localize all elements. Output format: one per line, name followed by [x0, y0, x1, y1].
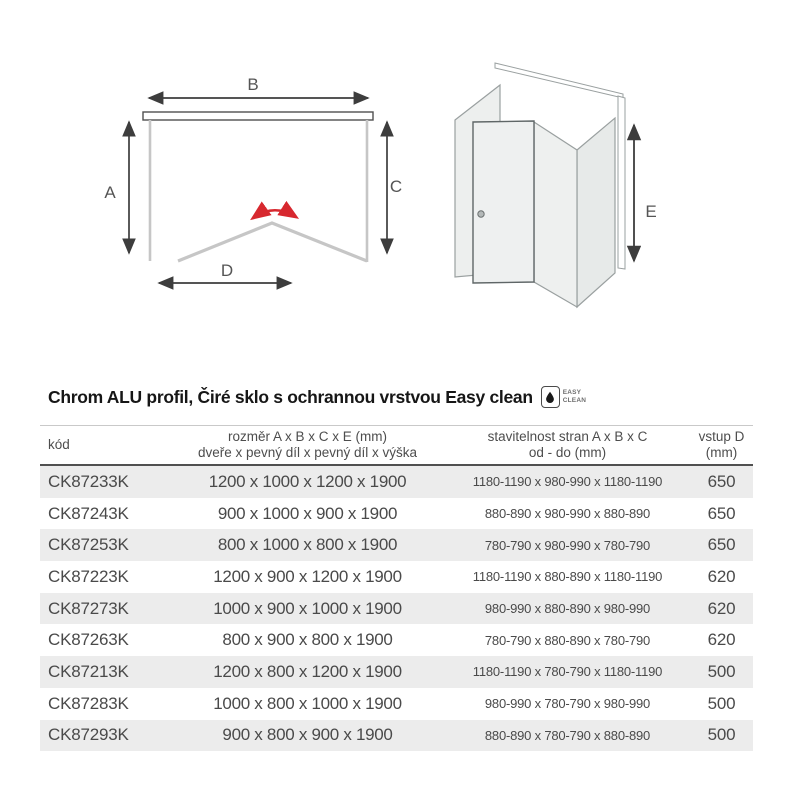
easy-clean-badge	[541, 386, 586, 408]
table-row	[40, 688, 753, 720]
cell-entry: 620	[707, 630, 736, 650]
table-body	[40, 466, 753, 751]
cell-adjustability: 1180-1190 x 980-990 x 1180-1190	[472, 474, 663, 490]
table-header	[40, 425, 753, 466]
cell-adjustability: 1180-1190 x 880-890 x 1180-1190	[472, 569, 663, 585]
column-header-entry	[690, 429, 753, 461]
spec-table	[40, 425, 753, 751]
dim-label-b: B	[247, 75, 259, 94]
cell-dimensions: 800 x 900 x 800 x 1900	[222, 630, 393, 650]
cell-dimensions: 900 x 800 x 900 x 1900	[222, 725, 393, 745]
cell-entry: 650	[707, 535, 736, 555]
dim-label-e: E	[645, 202, 657, 221]
column-header-entry-line1: vstup D	[698, 429, 745, 444]
door-knob	[478, 211, 484, 217]
plan-view-diagram	[95, 70, 405, 300]
door-panel	[473, 121, 534, 283]
cell-entry: 650	[707, 471, 736, 491]
column-header-entry-line2: (mm)	[705, 445, 738, 460]
column-header-adjustability-line1: stavitelnost stran A x B x C	[487, 429, 648, 444]
column-header-dimensions-line2: dveře x pevný díl x pevný díl x výška	[197, 445, 418, 460]
cell-code: CK87253K	[48, 535, 129, 555]
column-header-code	[40, 429, 170, 461]
dim-label-a: A	[104, 183, 116, 202]
cell-code: CK87243K	[48, 503, 129, 523]
column-header-adjustability	[445, 429, 690, 461]
badge-line2: CLEAN	[562, 397, 587, 404]
cell-code: CK87293K	[48, 725, 129, 745]
cell-entry: 500	[707, 661, 736, 681]
cell-dimensions: 1000 x 900 x 1000 x 1900	[213, 598, 402, 618]
folding-panel-front	[534, 122, 577, 307]
table-row	[40, 466, 753, 498]
cell-adjustability: 780-790 x 880-890 x 780-790	[484, 632, 651, 648]
table-row	[40, 561, 753, 593]
cell-code: CK87263K	[48, 630, 129, 650]
easy-clean-badge-text	[563, 389, 586, 405]
cell-entry: 620	[707, 566, 736, 586]
table-row	[40, 720, 753, 752]
cell-entry: 500	[707, 693, 736, 713]
cell-adjustability: 1180-1190 x 780-790 x 1180-1190	[472, 664, 663, 680]
perspective-view-diagram	[430, 45, 770, 345]
folding-doors	[178, 223, 367, 261]
badge-line1: EASY	[562, 389, 582, 397]
cell-code: CK87283K	[48, 693, 129, 713]
table-row	[40, 498, 753, 530]
cell-dimensions: 1200 x 800 x 1200 x 1900	[213, 661, 402, 681]
right-edge-profile	[618, 96, 625, 269]
cell-dimensions: 1200 x 900 x 1200 x 1900	[213, 566, 402, 586]
cell-dimensions: 1200 x 1000 x 1200 x 1900	[208, 471, 407, 491]
folding-panel-rear	[577, 118, 615, 307]
droplet-icon	[541, 386, 560, 408]
top-rail	[495, 63, 623, 98]
cell-adjustability: 880-890 x 780-790 x 880-890	[484, 727, 651, 743]
page-title: Chrom ALU profil, Čiré sklo s ochrannou vrstvou Easy clean	[48, 386, 533, 407]
cell-adjustability: 780-790 x 980-990 x 780-790	[484, 537, 651, 553]
dim-label-d: D	[220, 261, 234, 280]
cell-entry: 650	[707, 503, 736, 523]
cell-adjustability: 980-990 x 880-890 x 980-990	[484, 601, 651, 617]
cell-code: CK87273K	[48, 598, 129, 618]
cell-dimensions: 1000 x 800 x 1000 x 1900	[213, 693, 402, 713]
cell-code: CK87223K	[48, 566, 129, 586]
table-row	[40, 656, 753, 688]
column-header-dimensions-line1: rozměr A x B x C x E (mm)	[227, 429, 387, 444]
table-row	[40, 593, 753, 625]
column-header-code-label: kód	[48, 437, 70, 452]
dim-label-c: C	[389, 177, 403, 196]
table-row	[40, 624, 753, 656]
cell-adjustability: 980-990 x 780-790 x 980-990	[484, 696, 651, 712]
top-profile-bar	[143, 112, 373, 120]
table-row	[40, 529, 753, 561]
cell-code: CK87233K	[48, 471, 129, 491]
cell-dimensions: 800 x 1000 x 800 x 1900	[217, 535, 398, 555]
cell-entry: 620	[707, 598, 736, 618]
door-swing-arrow	[253, 210, 296, 218]
column-header-adjustability-line2: od - do (mm)	[528, 445, 607, 460]
cell-entry: 500	[707, 725, 736, 745]
title-row	[48, 386, 586, 408]
cell-dimensions: 900 x 1000 x 900 x 1900	[217, 503, 398, 523]
cell-code: CK87213K	[48, 661, 129, 681]
column-header-dimensions	[170, 429, 445, 461]
cell-adjustability: 880-890 x 980-990 x 880-890	[484, 506, 651, 522]
